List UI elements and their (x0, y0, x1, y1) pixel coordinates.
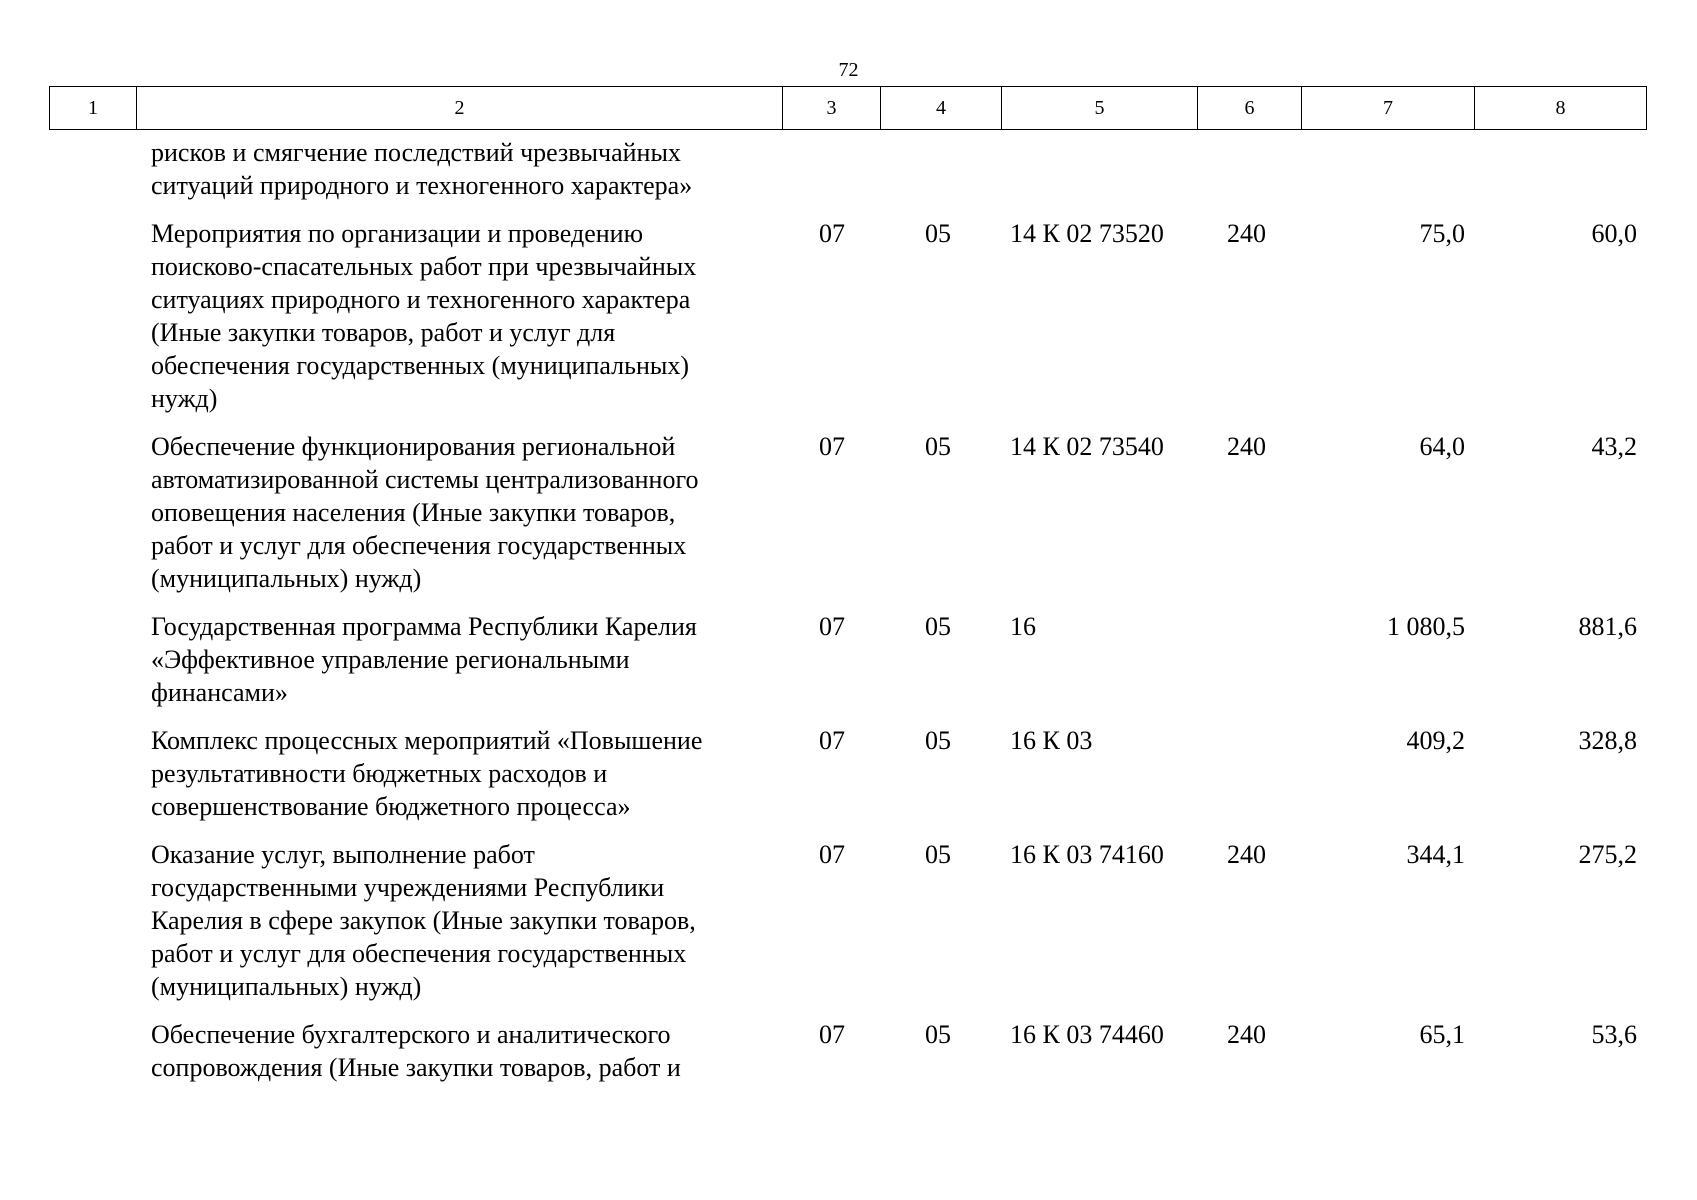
section-code-cell (782, 136, 880, 217)
item-description: Обеспечение бухгалтерского и аналитического сопровождения (Иные закупки товаров, работ и (151, 1020, 681, 1082)
target-article-code: 14 К 02 73520 (1010, 219, 1164, 248)
item-description: Обеспечение функционирования региональной автоматизированной системы централизованного оповещения населения (Иные закупки товаров, работ и услуг для обеспечения государственных (муниципальных) нужд) (151, 432, 699, 593)
header-col-2: 2 (137, 87, 783, 130)
subsection-code-cell (880, 1018, 1001, 1099)
target-article-code: 14 К 02 73540 (1010, 432, 1164, 461)
section-code-cell (782, 1018, 880, 1099)
expense-type-code-cell (1197, 217, 1301, 430)
amount-year-2-cell (1474, 430, 1646, 610)
amount-year-2: 43,2 (1591, 432, 1637, 461)
item-description-cell (49, 838, 782, 1018)
expense-type-code: 240 (1227, 432, 1266, 461)
subsection-code: 05 (925, 219, 951, 248)
expense-type-code-cell (1197, 724, 1301, 838)
amount-year-1-cell (1301, 430, 1474, 610)
item-description: Оказание услуг, выполнение работ государственными учреждениями Республики Карелия в сфере закупок (Иные закупки товаров, работ и услуг для обеспечения государственных (муниципальных) нужд) (151, 840, 696, 1001)
item-description: рисков и смягчение последствий чрезвычайных ситуаций природного и техногенного характера» (151, 138, 693, 200)
item-description-cell (49, 610, 782, 724)
expense-type-code: 240 (1227, 1020, 1266, 1049)
item-description-cell (49, 724, 782, 838)
expense-type-code-cell (1197, 136, 1301, 217)
section-code: 07 (819, 726, 845, 755)
header-col-7: 7 (1302, 87, 1475, 130)
target-article-code-cell (1001, 838, 1197, 1018)
target-article-code-cell (1001, 724, 1197, 838)
table-row (49, 1018, 1646, 1099)
subsection-code-cell (880, 610, 1001, 724)
amount-year-1-cell (1301, 217, 1474, 430)
target-article-code: 16 К 03 74160 (1010, 840, 1164, 869)
section-code-cell (782, 610, 880, 724)
expense-type-code-cell (1197, 430, 1301, 610)
subsection-code: 05 (925, 840, 951, 869)
section-code: 07 (819, 432, 845, 461)
subsection-code: 05 (925, 612, 951, 641)
amount-year-1: 409,2 (1406, 726, 1465, 755)
header-col-8: 8 (1475, 87, 1647, 130)
header-col-4: 4 (881, 87, 1002, 130)
amount-year-2-cell (1474, 1018, 1646, 1099)
target-article-code-cell (1001, 1018, 1197, 1099)
subsection-code: 05 (925, 726, 951, 755)
amount-year-2-cell (1474, 136, 1646, 217)
target-article-code: 16 К 03 74460 (1010, 1020, 1164, 1049)
amount-year-1-cell (1301, 136, 1474, 217)
subsection-code-cell (880, 136, 1001, 217)
amount-year-2-cell (1474, 838, 1646, 1018)
amount-year-1: 1 080,5 (1387, 612, 1465, 641)
section-code: 07 (819, 1020, 845, 1049)
page-number: 72 (838, 59, 859, 81)
item-description-cell (49, 1018, 782, 1099)
table-row (49, 724, 1646, 838)
amount-year-1-cell (1301, 1018, 1474, 1099)
expense-type-code-cell (1197, 610, 1301, 724)
section-code-cell (782, 838, 880, 1018)
section-code-cell (782, 724, 880, 838)
section-code: 07 (819, 612, 845, 641)
header-col-6: 6 (1198, 87, 1302, 130)
subsection-code-cell (880, 724, 1001, 838)
item-description: Комплекс процессных мероприятий «Повышение результативности бюджетных расходов и совершенствование бюджетного процесса» (151, 726, 703, 821)
amount-year-2: 275,2 (1578, 840, 1637, 869)
header-col-3: 3 (783, 87, 881, 130)
subsection-code-cell (880, 217, 1001, 430)
item-description-cell (49, 217, 782, 430)
table-row (49, 838, 1646, 1018)
table-row (49, 610, 1646, 724)
header-col-5: 5 (1002, 87, 1198, 130)
subsection-code: 05 (925, 1020, 951, 1049)
amount-year-2: 53,6 (1591, 1020, 1637, 1049)
section-code-cell (782, 217, 880, 430)
amount-year-1-cell (1301, 724, 1474, 838)
amount-year-2: 60,0 (1591, 219, 1637, 248)
item-description-cell (49, 430, 782, 610)
amount-year-1: 64,0 (1419, 432, 1465, 461)
amount-year-1: 65,1 (1419, 1020, 1465, 1049)
section-code: 07 (819, 219, 845, 248)
amount-year-2: 328,8 (1578, 726, 1637, 755)
column-number-header (49, 86, 1647, 130)
amount-year-2-cell (1474, 610, 1646, 724)
expense-type-code-cell (1197, 1018, 1301, 1099)
target-article-code: 16 (1010, 612, 1036, 641)
item-description: Государственная программа Республики Карелия «Эффективное управление региональными финансами» (151, 612, 697, 707)
expense-type-code: 240 (1227, 219, 1266, 248)
expense-type-code: 240 (1227, 840, 1266, 869)
target-article-code-cell (1001, 136, 1197, 217)
amount-year-2-cell (1474, 724, 1646, 838)
header-row (50, 87, 1647, 130)
budget-table (49, 136, 1646, 1099)
section-code-cell (782, 430, 880, 610)
amount-year-2: 881,6 (1578, 612, 1637, 641)
header-col-1: 1 (50, 87, 137, 130)
target-article-code-cell (1001, 430, 1197, 610)
amount-year-1-cell (1301, 838, 1474, 1018)
amount-year-2-cell (1474, 217, 1646, 430)
expense-type-code-cell (1197, 838, 1301, 1018)
target-article-code-cell (1001, 217, 1197, 430)
subsection-code-cell (880, 838, 1001, 1018)
table-row (49, 430, 1646, 610)
amount-year-1: 344,1 (1406, 840, 1465, 869)
amount-year-1-cell (1301, 610, 1474, 724)
item-description-cell (49, 136, 782, 217)
target-article-code: 16 К 03 (1010, 726, 1093, 755)
section-code: 07 (819, 840, 845, 869)
subsection-code-cell (880, 430, 1001, 610)
table-row (49, 136, 1646, 217)
subsection-code: 05 (925, 432, 951, 461)
amount-year-1: 75,0 (1419, 219, 1465, 248)
target-article-code-cell (1001, 610, 1197, 724)
item-description: Мероприятия по организации и проведению поисково-спасательных работ при чрезвычайных ситуациях природного и техногенного характера (Иные закупки товаров, работ и услуг для обеспечения государственных (муниципальных) нужд) (151, 219, 697, 413)
table-row (49, 217, 1646, 430)
